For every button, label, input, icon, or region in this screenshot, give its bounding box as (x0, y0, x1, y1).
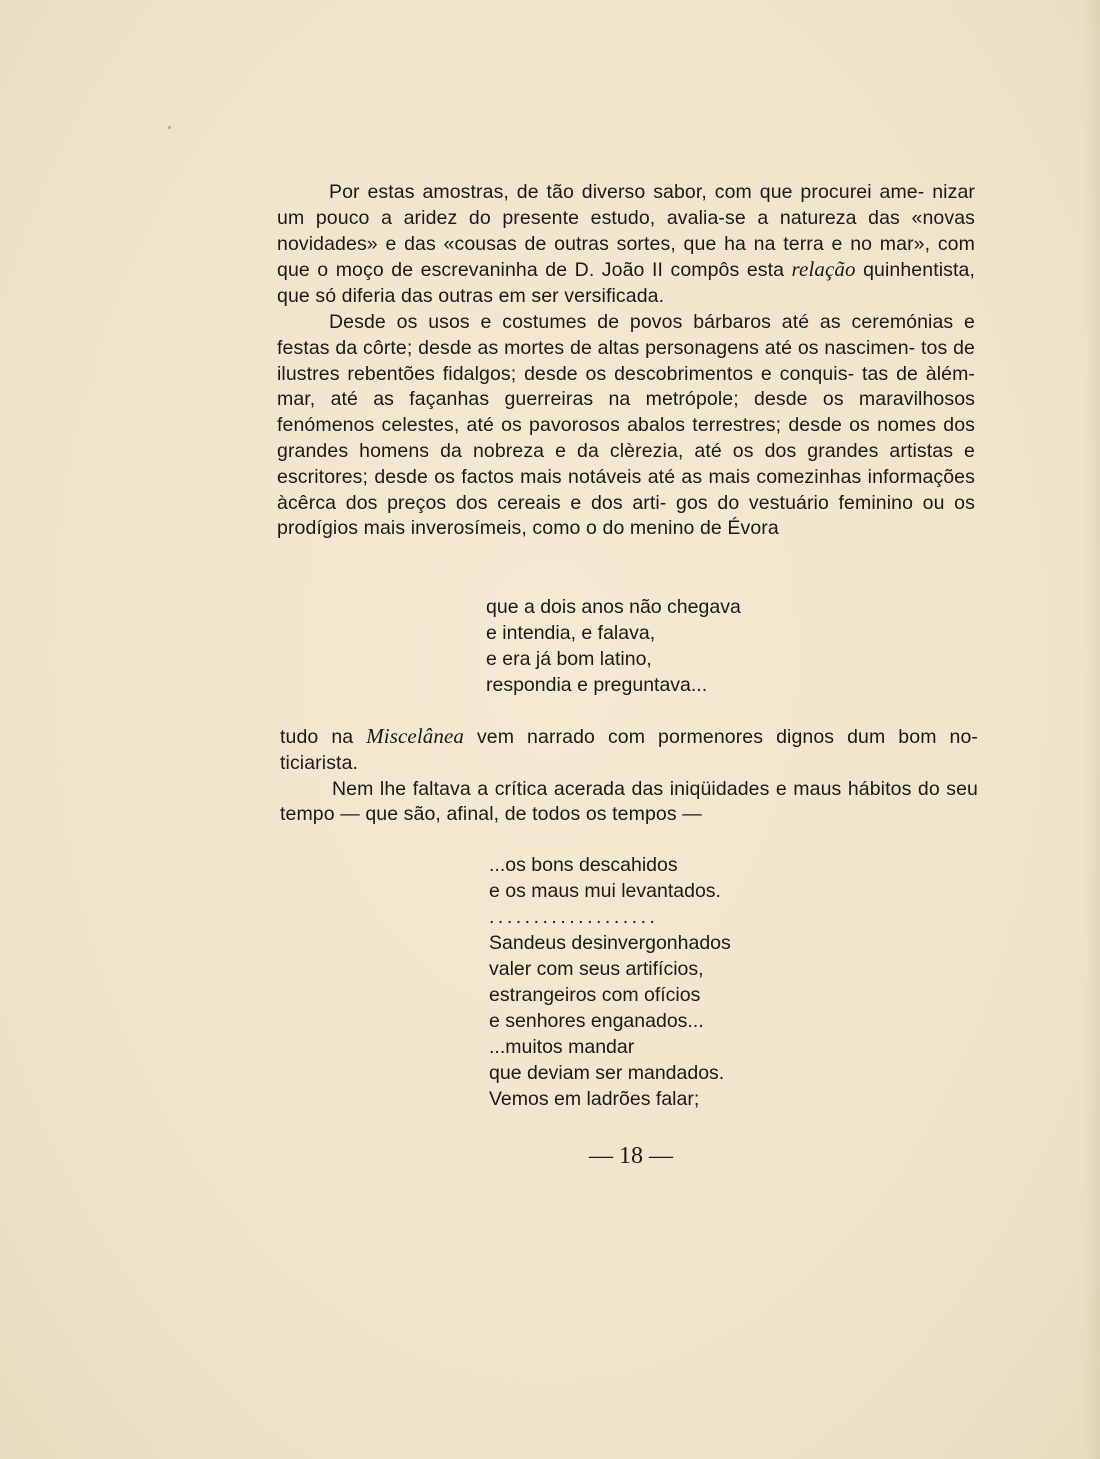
verse2-line-3: Sandeus desinvergonhados (489, 932, 731, 954)
verse2-line-4: valer com seus artifícios, (489, 958, 704, 980)
paragraph-3-text (280, 724, 978, 777)
para2-line-8: mais comezinhas informações àcêrca dos preços dos cereais e dos arti- (277, 465, 975, 514)
para1-line-1: Por estas amostras, de tão diverso sabor, com que procurei ame- (329, 181, 925, 203)
verse2-line-5: estrangeiros com ofícios (489, 984, 701, 1006)
verse2-line-7: ...muitos mandar (489, 1036, 635, 1058)
para3-start: tudo na (280, 726, 367, 748)
para2-line-6: desde os nomes dos grandes homens da nobreza e da clèrezia, até os (277, 414, 975, 462)
para1-line-2: nizar um pouco a aridez do presente estudo, avalia-se a natureza das (277, 181, 975, 229)
verse-block-1 (486, 594, 741, 698)
paragraph-4 (280, 777, 978, 829)
verse2-line-8: que deviam ser mandados. (489, 1062, 725, 1084)
para2-line-5: maravilhosos fenómenos celestes, até os pavorosos abalos terrestres; (277, 388, 975, 437)
para2-line-10: do menino de Évora (602, 517, 779, 540)
para2-line-2: festas da côrte; desde as mortes de altas personagens até os nascimen- (277, 336, 916, 359)
page-edge-shadow (1084, 0, 1100, 1459)
para4-line-1: Nem lhe faltava a crítica acerada das iniqüidades e maus hábitos (332, 777, 912, 800)
para3-line-2: ticiarista. (280, 751, 359, 774)
paper-speck (168, 126, 171, 129)
verse2-line-6: e senhores enganados... (489, 1010, 704, 1032)
paragraph-2 (277, 310, 975, 542)
verse1-line-3: e era já bom latino, (486, 648, 652, 670)
verse1-line-4: respondia e preguntava... (486, 674, 708, 696)
paragraph-3 (280, 724, 978, 828)
para1-line-4: no mar», com que o moço de escrevaninha de D. João II compôs esta (277, 232, 975, 282)
para3-italic-word: Miscelânea (366, 724, 464, 748)
verse2-line-9: Vemos em ladrões falar; (489, 1088, 700, 1110)
para3-rest: vem narrado com pormenores dignos dum bom no- (463, 726, 978, 748)
para2-line-3: tos de ilustres rebentões fidalgos; desde os descobrimentos e conquis- (277, 336, 975, 385)
para2-line-7: dos grandes artistas e escritores; desde os factos mais notáveis até as (277, 439, 975, 488)
verse2-line-1: ...os bons descahidos (489, 854, 678, 876)
verse2-line-2: e os maus mui levantados. (489, 880, 721, 902)
page-number: — 18 — (589, 1143, 673, 1169)
para1-line-5-rest: quinhentista, que só diferia das outras em ser versificada. (277, 259, 975, 308)
para1-italic-word: relação (791, 257, 856, 282)
verse1-line-2: e intendia, e falava, (486, 622, 656, 644)
para2-line-4: tas de àlém-mar, até as façanhas guerreiras na metrópole; desde os (277, 362, 976, 411)
para1-line-3: «novas novidades» e das «cousas de outras sortes, que ha na terra e (277, 206, 975, 255)
paragraph-1-text (277, 180, 975, 310)
verse2-ellipsis-row: ................... (489, 906, 659, 928)
verse1-line-1: que a dois anos não chegava (486, 596, 741, 618)
verse-block-2 (489, 852, 731, 1112)
para2-line-1: Desde os usos e costumes de povos bárbaros até as ceremónias e (329, 310, 975, 333)
paragraph-1 (277, 180, 975, 542)
para2-line-9: gos do vestuário feminino ou os prodígios mais inverosímeis, como o (277, 491, 975, 540)
para4-line-2: do seu tempo — que são, afinal, de todos os tempos — (280, 777, 978, 826)
